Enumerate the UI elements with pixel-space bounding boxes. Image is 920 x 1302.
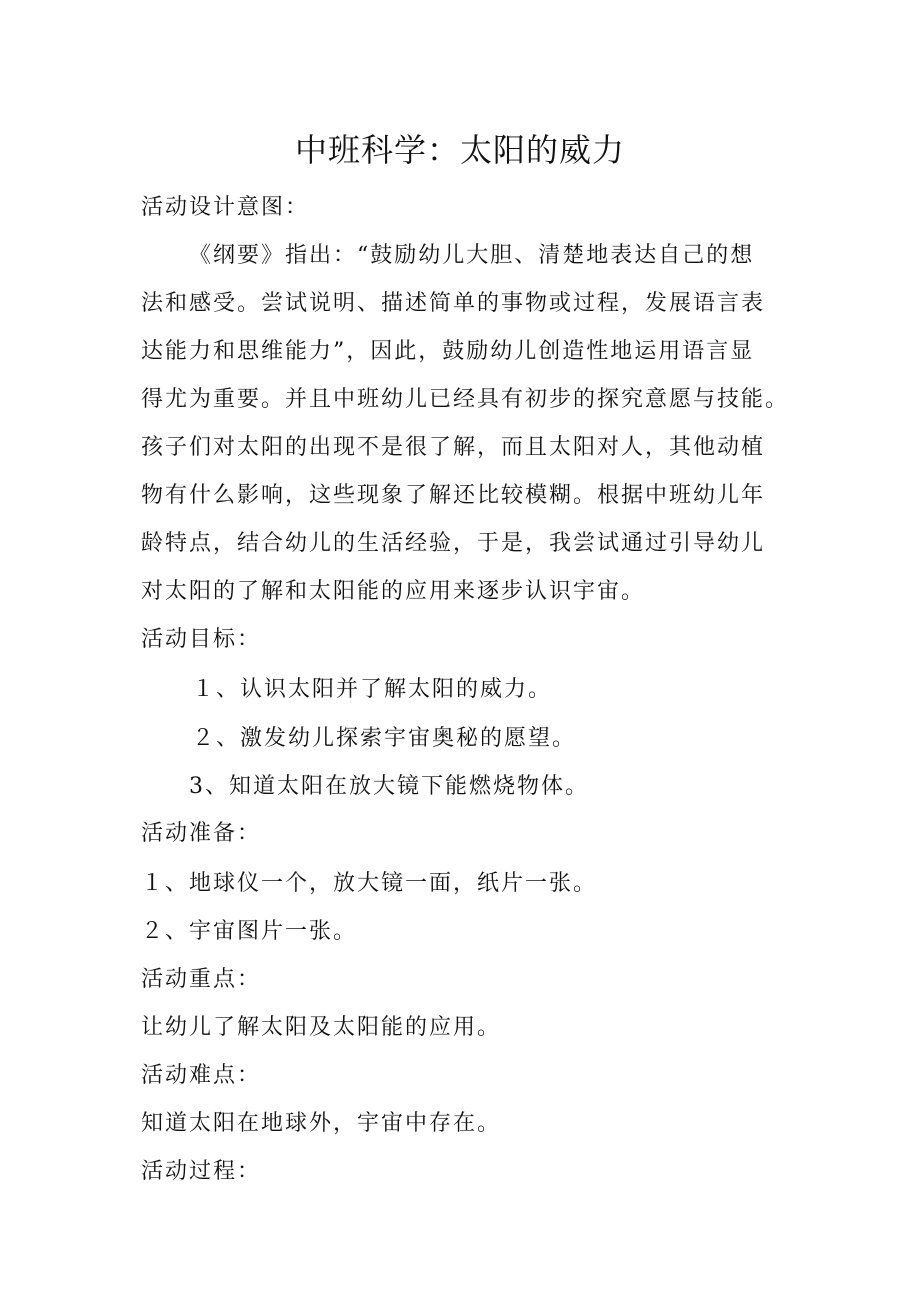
design-paragraph-line: 《纲要》指出：“鼓励幼儿大胆、清楚地表达自己的想: [189, 243, 755, 268]
goal-item: １、认识太阳并了解太阳的威力。: [192, 677, 553, 702]
difficulty-heading: 活动难点：: [141, 1063, 262, 1088]
difficulty-text: 知道太阳在地球外，宇宙中存在。: [141, 1111, 502, 1136]
prep-heading: 活动准备：: [141, 821, 262, 846]
prep-item: ２、宇宙图片一张。: [141, 919, 358, 944]
design-paragraph-line: 达能力和思维能力”，因此，鼓励幼儿创造性地运用语言显: [141, 339, 755, 364]
goal-item: 3、知道太阳在放大镜下能燃烧物体。: [189, 774, 589, 799]
process-heading: 活动过程：: [141, 1159, 262, 1184]
design-paragraph-line: 物有什么影响，这些现象了解还比较模糊。根据中班幼儿年: [141, 483, 766, 508]
prep-item: １、地球仪一个，放大镜一面，纸片一张。: [141, 871, 598, 896]
goal-item: ２、激发幼儿探索宇宙奥秘的愿望。: [192, 726, 577, 751]
design-paragraph-line: 得尤为重要。并且中班幼儿已经具有初步的探究意愿与技能。: [141, 387, 790, 412]
design-paragraph-line: 法和感受。尝试说明、描述简单的事物或过程，发展语言表: [141, 291, 766, 316]
key-text: 让幼儿了解太阳及太阳能的应用。: [141, 1015, 502, 1040]
design-paragraph-line: 孩子们对太阳的出现不是很了解，而且太阳对人，其他动植: [141, 435, 766, 460]
goals-heading: 活动目标：: [141, 627, 262, 652]
design-paragraph-line: 龄特点，结合幼儿的生活经验，于是，我尝试通过引导幼儿: [141, 531, 766, 556]
design-heading: 活动设计意图：: [141, 195, 310, 220]
design-paragraph-line: 对太阳的了解和太阳能的应用来逐步认识宇宙。: [141, 579, 646, 604]
document-title: 中班科学：太阳的威力: [294, 131, 625, 169]
key-heading: 活动重点：: [141, 967, 262, 992]
